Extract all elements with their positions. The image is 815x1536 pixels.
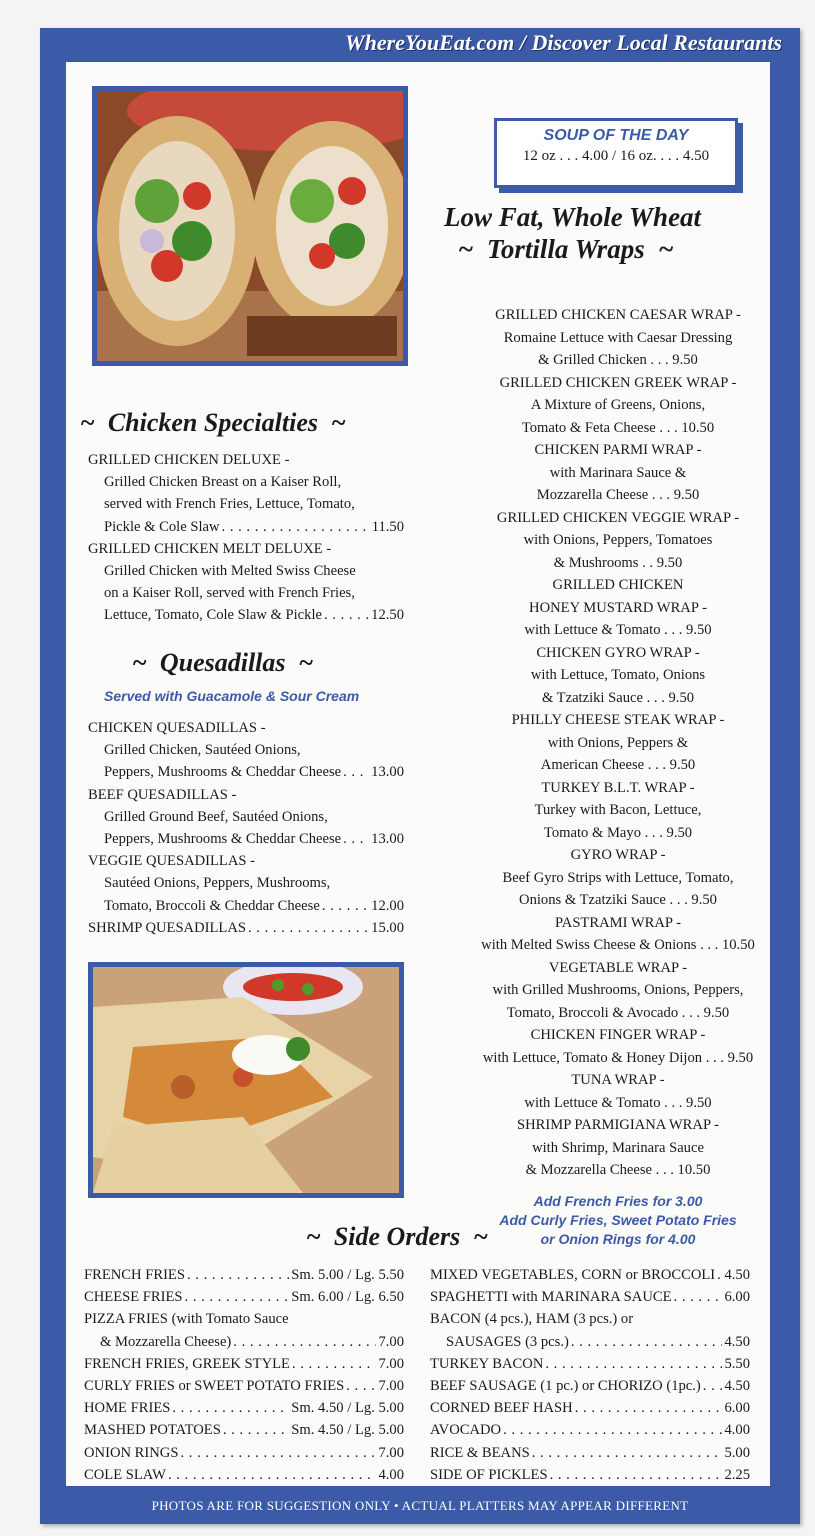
menu-item-text: SHRIMP QUESADILLAS [88,919,246,936]
menu-item-price: Sm. 5.00 / Lg. 5.50 [291,1267,404,1283]
menu-item-text: Sautéed Onions, Peppers, Mushrooms, [104,875,331,892]
menu-item-row [88,872,404,894]
menu-item-row [88,604,404,626]
wrap-line: & Tzatziki Sauce . . . 9.50 [541,689,695,706]
menu-item-row [84,1419,404,1441]
menu-item-row [84,1264,404,1286]
wrap-line: with Grilled Mushrooms, Onions, Peppers, [492,982,744,998]
menu-item-text: SPAGHETTI with MARINARA SAUCE [430,1289,672,1306]
quesadillas-title: ~ Quesadillas ~ [132,648,314,677]
menu-item-price: 7.00 [378,1333,404,1350]
wraps-title-line1: Low Fat, Whole Wheat [444,202,702,232]
wrap-line: with Onions, Peppers & [547,734,689,751]
dot-leader [322,895,369,917]
menu-item-row [88,717,404,739]
wrap-line: with Lettuce, Tomato, Onions [530,667,706,683]
wrap-line: GRILLED CHICKEN [552,577,684,593]
menu-item-text: Grilled Chicken with Melted Swiss Cheese [104,563,356,580]
menu-item-price: 7.00 [378,1444,404,1461]
menu-item-row [88,560,404,582]
menu-item-text: SIDE OF PICKLES [430,1466,548,1483]
menu-item-row [88,761,404,783]
dot-leader [172,1397,289,1419]
dot-leader [550,1464,723,1486]
menu-item-price: 4.00 [724,1422,750,1439]
wrap-line: GRILLED CHICKEN VEGGIE WRAP - [496,509,740,526]
wrap-photo [92,86,408,366]
menu-item-row [84,1353,404,1375]
dot-leader [343,828,369,850]
menu-item-row [430,1397,750,1419]
menu-item-price: 2.25 [724,1466,750,1483]
menu-item-text: RICE & BEANS [430,1444,530,1461]
menu-item-row [430,1353,750,1375]
menu-item-row [88,828,404,850]
menu-item-text: VEGGIE QUESADILLAS - [88,853,255,870]
dot-leader [703,1375,723,1397]
dot-leader [292,1353,377,1375]
menu-item-text: served with French Fries, Lettuce, Tomato, [104,496,355,513]
menu-item-text: SAUSAGES (3 pcs.) [446,1333,569,1350]
dot-leader [324,604,369,626]
wrap-line: TUNA WRAP - [571,1072,665,1088]
wrap-line: CHICKEN GYRO WRAP - [536,644,700,661]
menu-item-price: 4.50 [724,1333,750,1350]
menu-item-row [88,806,404,828]
menu-item-text: CORNED BEEF HASH [430,1400,573,1417]
dot-leader [674,1286,723,1308]
menu-item-price: Sm. 6.00 / Lg. 6.50 [291,1289,404,1306]
menu-item-row [84,1397,404,1419]
dot-leader [222,516,370,538]
menu-item-text: Pickle & Cole Slaw [104,518,220,535]
menu-item-row [430,1464,750,1486]
menu-item-text: GRILLED CHICKEN DELUXE - [88,452,290,468]
menu-item-text: Tomato, Broccoli & Cheddar Cheese [104,897,320,914]
menu-item-price: 12.50 [371,607,404,624]
dot-leader [545,1353,722,1375]
menu-item-text: PIZZA FRIES (with Tomato Sauce [84,1311,289,1328]
wrap-line: with Lettuce & Tomato . . . 9.50 [524,1094,712,1111]
wrap-line: Turkey with Bacon, Lettuce, [534,802,702,818]
menu-item-price: 4.50 [724,1267,750,1283]
menu-item-text: Grilled Chicken, Sautéed Onions, [104,742,301,759]
menu-item-row [88,895,404,917]
menu-item-price: 4.00 [378,1466,404,1483]
menu-item-row [88,739,404,761]
menu-item-price: 6.00 [724,1400,750,1417]
dot-leader [571,1331,723,1353]
menu-item-row [88,516,404,538]
menu-item-text: COLE SLAW [84,1466,166,1483]
soup-of-the-day-box [494,118,738,188]
menu-item-price: 15.00 [371,919,404,936]
wrap-line: GYRO WRAP - [570,847,666,863]
menu-item-text: HOME FRIES [84,1400,171,1417]
dot-leader [180,1442,376,1464]
wrap-line: Romaine Lettuce with Caesar Dressing [503,329,733,346]
menu-item-price: 7.00 [378,1355,404,1372]
quesadilla-photo [88,962,404,1198]
wrap-line: & Mushrooms . . 9.50 [553,554,683,571]
sides-right-list [430,1264,750,1486]
menu-item-text: CURLY FRIES or SWEET POTATO FRIES [84,1378,345,1395]
wrap-line: Beef Gyro Strips with Lettuce, Tomato, [502,869,734,886]
soup-prices: 12 oz . . . 4.00 / 16 oz. . . . 4.50 [522,148,710,164]
fries-note-line: Add French Fries for 3.00 [533,1193,703,1209]
menu-item-row [88,471,404,493]
wrap-line: CHICKEN FINGER WRAP - [530,1027,706,1043]
menu-item-row [84,1375,404,1397]
menu-item-text: BEEF SAUSAGE (1 pc.) or CHORIZO (1pc.) [430,1378,701,1395]
menu-item-row [88,493,404,515]
wraps-list [468,304,768,1182]
menu-item-row [430,1264,750,1286]
menu-item-text: GRILLED CHICKEN MELT DELUXE - [88,540,332,557]
wrap-line: GRILLED CHICKEN CAESAR WRAP - [495,307,741,323]
menu-item-row [84,1442,404,1464]
dot-leader [532,1442,723,1464]
menu-item-row [430,1331,750,1353]
menu-item-row [84,1286,404,1308]
dot-leader [346,1375,376,1397]
wraps-title-line2: ~ Tortilla Wraps ~ [458,234,674,264]
menu-item-text: CHICKEN QUESADILLAS - [88,720,266,736]
menu-item-row [430,1308,750,1330]
wrap-line: PASTRAMI WRAP - [555,914,681,931]
wrap-line: with Marinara Sauce & [549,464,687,481]
fries-note [468,1192,768,1249]
wrap-line: & Mozzarella Cheese . . . 10.50 [525,1162,711,1178]
menu-frame [40,28,800,1524]
wrap-line: with Shrimp, Marinara Sauce [532,1139,704,1156]
dot-leader [248,917,369,939]
wrap-line: PHILLY CHEESE STEAK WRAP - [511,712,725,728]
wrap-line: CHICKEN PARMI WRAP - [534,442,702,458]
wrap-line: Mozzarella Cheese . . . 9.50 [536,487,700,503]
wrap-line: Tomato & Feta Cheese . . . 10.50 [521,419,715,436]
menu-item-price: Sm. 4.50 / Lg. 5.00 [291,1422,404,1439]
menu-item-price: Sm. 4.50 / Lg. 5.00 [291,1400,404,1417]
menu-item-text: BEEF QUESADILLAS - [88,786,237,803]
wrap-line: & Grilled Chicken . . . 9.50 [538,352,698,368]
wrap-line: with Lettuce & Tomato . . . 9.50 [524,622,712,638]
menu-item-row [88,449,404,471]
menu-item-row [88,850,404,872]
menu-item-row [84,1308,404,1330]
menu-item-text: MASHED POTATOES [84,1422,221,1439]
chicken-list [88,449,404,627]
menu-item-text: ONION RINGS [84,1444,179,1461]
wrap-line: with Onions, Peppers, Tomatoes [523,532,713,548]
wrap-line: American Cheese . . . 9.50 [540,757,696,773]
dot-leader [187,1264,289,1286]
menu-item-price: 12.00 [371,897,404,914]
menu-item-text: CHEESE FRIES [84,1289,183,1306]
wrap-line: VEGETABLE WRAP - [548,959,688,976]
dot-leader [185,1286,290,1308]
dot-leader [343,761,369,783]
menu-item-price: 6.00 [724,1289,750,1306]
menu-item-price: 5.50 [724,1355,750,1372]
menu-item-row [430,1375,750,1397]
menu-item-text: Grilled Chicken Breast on a Kaiser Roll, [104,474,342,491]
wrap-line: with Lettuce, Tomato & Honey Dijon . . . 9.50 [482,1049,754,1066]
wrap-line: Tomato & Mayo . . . 9.50 [543,824,693,841]
wrap-line: TURKEY B.L.T. WRAP - [541,779,695,796]
wrap-line: Tomato, Broccoli & Avocado . . . 9.50 [506,1004,730,1021]
menu-item-row [88,917,404,939]
dot-leader [168,1464,377,1486]
footer-disclaimer: PHOTOS ARE FOR SUGGESTION ONLY • ACTUAL PLATTERS MAY APPEAR DIFFERENT [151,1498,689,1513]
menu-item-row [430,1286,750,1308]
menu-item-text: on a Kaiser Roll, served with French Fries, [104,585,355,602]
menu-item-text: Peppers, Mushrooms & Cheddar Cheese [104,764,342,781]
sides-left-list [84,1264,404,1486]
watermark: WhereYouEat.com / Discover Local Restaurants [345,30,782,55]
dot-leader [223,1419,289,1441]
menu-item-text: AVOCADO [430,1422,502,1439]
dot-leader [717,1264,722,1286]
menu-item-price: 11.50 [371,518,404,535]
side-orders-title: ~ Side Orders ~ [306,1222,489,1251]
menu-item-text: Grilled Ground Beef, Sautéed Onions, [104,808,328,825]
soup-title: SOUP OF THE DAY [543,127,689,144]
menu-item-text: FRENCH FRIES, GREEK STYLE [84,1355,290,1372]
dot-leader [575,1397,723,1419]
quesadillas-list [88,717,404,939]
menu-item-text: & Mozzarella Cheese) [100,1333,232,1350]
chicken-specialties-title: ~ Chicken Specialties ~ [80,408,346,437]
dot-leader [233,1331,376,1353]
menu-item-row [84,1464,404,1486]
menu-item-text: TURKEY BACON [430,1355,544,1372]
menu-item-price: 4.50 [724,1378,750,1395]
menu-item-text: MIXED VEGETABLES, CORN or BROCCOLI [430,1267,716,1283]
menu-item-row [88,784,404,806]
menu-item-row [88,538,404,560]
menu-item-text: FRENCH FRIES [84,1267,185,1283]
menu-item-text: BACON (4 pcs.), HAM (3 pcs.) or [430,1311,634,1328]
menu-item-row [84,1331,404,1353]
menu-item-row [430,1442,750,1464]
wrap-line: GRILLED CHICKEN GREEK WRAP - [499,374,737,391]
menu-page [66,62,770,1486]
wrap-line: with Melted Swiss Cheese & Onions . . . 10.50 [481,937,755,953]
dot-leader [503,1419,722,1441]
menu-item-price: 13.00 [371,764,404,781]
fries-note-line: Add Curly Fries, Sweet Potato Fries [499,1212,737,1228]
wrap-line: A Mixture of Greens, Onions, [530,397,706,413]
wrap-line: HONEY MUSTARD WRAP - [529,599,707,616]
menu-item-price: 7.00 [378,1378,404,1395]
wrap-line: Onions & Tzatziki Sauce . . . 9.50 [519,892,717,908]
menu-item-price: 5.00 [724,1444,750,1461]
fries-note-line: or Onion Rings for 4.00 [540,1231,696,1247]
menu-item-price: 13.00 [371,831,404,848]
wrap-line: SHRIMP PARMIGIANA WRAP - [516,1117,720,1133]
menu-item-text: Lettuce, Tomato, Cole Slaw & Pickle [104,607,322,624]
menu-item-text: Peppers, Mushrooms & Cheddar Cheese [104,831,342,848]
menu-item-row [88,582,404,604]
menu-item-row [430,1419,750,1441]
quesadillas-subtitle: Served with Guacamole & Sour Cream [104,688,360,704]
